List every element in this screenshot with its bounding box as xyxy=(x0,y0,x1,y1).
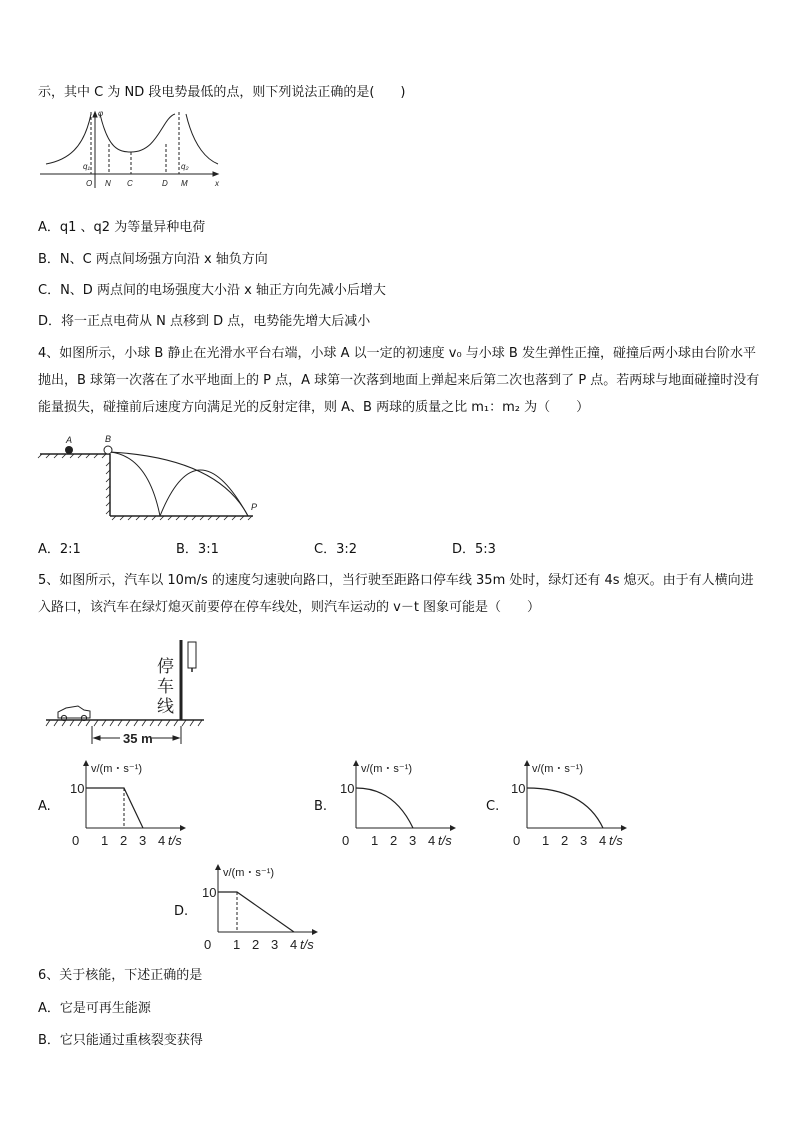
q5-option-b-label: B. xyxy=(314,799,328,814)
q5-road-figure xyxy=(44,640,224,750)
t-tick-0: 0 xyxy=(342,833,350,848)
v-axis-arrow xyxy=(353,760,359,766)
t-tick-4: 4 xyxy=(290,937,298,952)
q5-option-d-label: D. xyxy=(174,904,189,919)
q4-collision-figure xyxy=(38,436,268,524)
vt-curve xyxy=(218,892,294,932)
q3-potential-graph xyxy=(38,108,223,190)
t-tick-2: 2 xyxy=(252,937,260,952)
v-tick-10: 10 xyxy=(340,781,355,796)
q4-stem: 4、如图所示，小球 B 静止在光滑水平台右端，小球 A 以一定的初速度 v₀ 与小球 B 发生弹性正撞，碰撞后两小球由台阶水平抛出，B 球第一次落在了水平地面上的 P 点，A 球第一次落到地面上弹起来后第二次也落到了 P 点。若两球与地面碰撞时没有能量损失，碰撞前后速度方向满足光的反射定律，则 A、B 两球的质量之比 m₁：m₂ 为（ ） xyxy=(38,346,760,415)
t-tick-1: 1 xyxy=(101,833,109,848)
q4-option-b: B．3:1 xyxy=(176,542,219,557)
phi-label: φ xyxy=(98,109,104,118)
q4-option-d: D．5:3 xyxy=(452,542,496,557)
v-tick-10: 10 xyxy=(202,885,217,900)
q6-stem: 6、关于核能，下述正确的是 xyxy=(38,968,203,983)
label-q1: q₁ xyxy=(83,162,90,171)
q3-option-c: C．N、D 两点间的电场强度大小沿 x 轴正方向先减小后增大 xyxy=(38,283,386,298)
distance-label: 35 m xyxy=(123,731,153,746)
v-axis-arrow xyxy=(83,760,89,766)
vt-graph-c xyxy=(505,758,635,850)
vt-curve xyxy=(86,788,143,828)
t-tick-1: 1 xyxy=(371,833,379,848)
t-tick-4: 4 xyxy=(158,833,166,848)
sign-char-2: 车 xyxy=(157,677,174,696)
v-tick-10: 10 xyxy=(70,781,85,796)
q6-option-a: A．它是可再生能源 xyxy=(38,1001,151,1016)
q3-stem-tail: 示，其中 C 为 ND 段电势最低的点，则下列说法正确的是( ) xyxy=(38,85,406,100)
t-tick-2: 2 xyxy=(561,833,569,848)
label-q2: q₂ xyxy=(181,162,189,171)
ball-b xyxy=(104,446,112,454)
label-P: P xyxy=(251,502,258,512)
t-axis-label: t/s xyxy=(168,833,182,848)
t-axis-label: t/s xyxy=(438,833,452,848)
t-tick-0: 0 xyxy=(72,833,80,848)
t-axis-label: t/s xyxy=(609,833,623,848)
label-N: N xyxy=(105,179,111,188)
t-axis-arrow xyxy=(312,929,318,935)
t-axis-arrow xyxy=(621,825,627,831)
label-C: C xyxy=(127,179,133,188)
q6-option-b: B．它只能通过重核裂变获得 xyxy=(38,1033,203,1048)
t-axis-label: t/s xyxy=(300,937,314,952)
t-tick-0: 0 xyxy=(513,833,521,848)
vt-curve xyxy=(356,788,413,828)
t-tick-3: 3 xyxy=(409,833,417,848)
sign-char-1: 停 xyxy=(157,657,174,676)
label-B: B xyxy=(105,434,112,444)
t-tick-4: 4 xyxy=(599,833,607,848)
vt-curve xyxy=(527,788,603,828)
v-axis-label: v/(m・s⁻¹) xyxy=(532,763,584,775)
q3-option-d: D．将一正点电荷从 N 点移到 D 点，电势能先增大后减小 xyxy=(38,314,371,329)
v-axis-label: v/(m・s⁻¹) xyxy=(223,867,275,879)
q5-stem: 5、如图所示，汽车以 10m/s 的速度匀速驶向路口，当行驶至距路口停车线 35m 处时，绿灯还有 4s 熄灭。由于有人横向进入路口，该汽车在绿灯熄灭前要停在停车线处，则汽车运动的 v－t 图象可能是（ ） xyxy=(38,573,754,615)
vt-graph-d xyxy=(196,862,326,954)
vt-graph-b xyxy=(334,758,464,850)
t-axis-arrow xyxy=(450,825,456,831)
vt-graph-a xyxy=(64,758,194,850)
t-axis-arrow xyxy=(180,825,186,831)
v-axis-label: v/(m・s⁻¹) xyxy=(361,763,413,775)
label-D: D xyxy=(162,179,168,188)
v-axis-label: v/(m・s⁻¹) xyxy=(91,763,143,775)
t-tick-3: 3 xyxy=(271,937,279,952)
q5-option-a-label: A. xyxy=(38,799,51,814)
x-axis-label: x xyxy=(215,179,219,188)
t-tick-0: 0 xyxy=(204,937,212,952)
v-axis-arrow xyxy=(524,760,530,766)
t-tick-4: 4 xyxy=(428,833,436,848)
t-tick-2: 2 xyxy=(390,833,398,848)
t-tick-3: 3 xyxy=(580,833,588,848)
v-tick-10: 10 xyxy=(511,781,526,796)
t-tick-1: 1 xyxy=(233,937,241,952)
label-A: A xyxy=(66,435,73,445)
t-tick-1: 1 xyxy=(542,833,550,848)
t-tick-2: 2 xyxy=(120,833,128,848)
q4-option-c: C．3:2 xyxy=(314,542,357,557)
v-axis-arrow xyxy=(215,864,221,870)
sign-char-3: 线 xyxy=(157,697,174,716)
label-O: O xyxy=(86,179,93,188)
ball-a xyxy=(65,446,73,454)
q3-option-b: B．N、C 两点间场强方向沿 x 轴负方向 xyxy=(38,252,268,267)
q5-option-c-label: C. xyxy=(486,799,500,814)
q3-option-a: A．q1 、q2 为等量异种电荷 xyxy=(38,220,206,235)
label-M: M xyxy=(181,179,188,188)
t-tick-3: 3 xyxy=(139,833,147,848)
q4-option-a: A．2:1 xyxy=(38,542,81,557)
